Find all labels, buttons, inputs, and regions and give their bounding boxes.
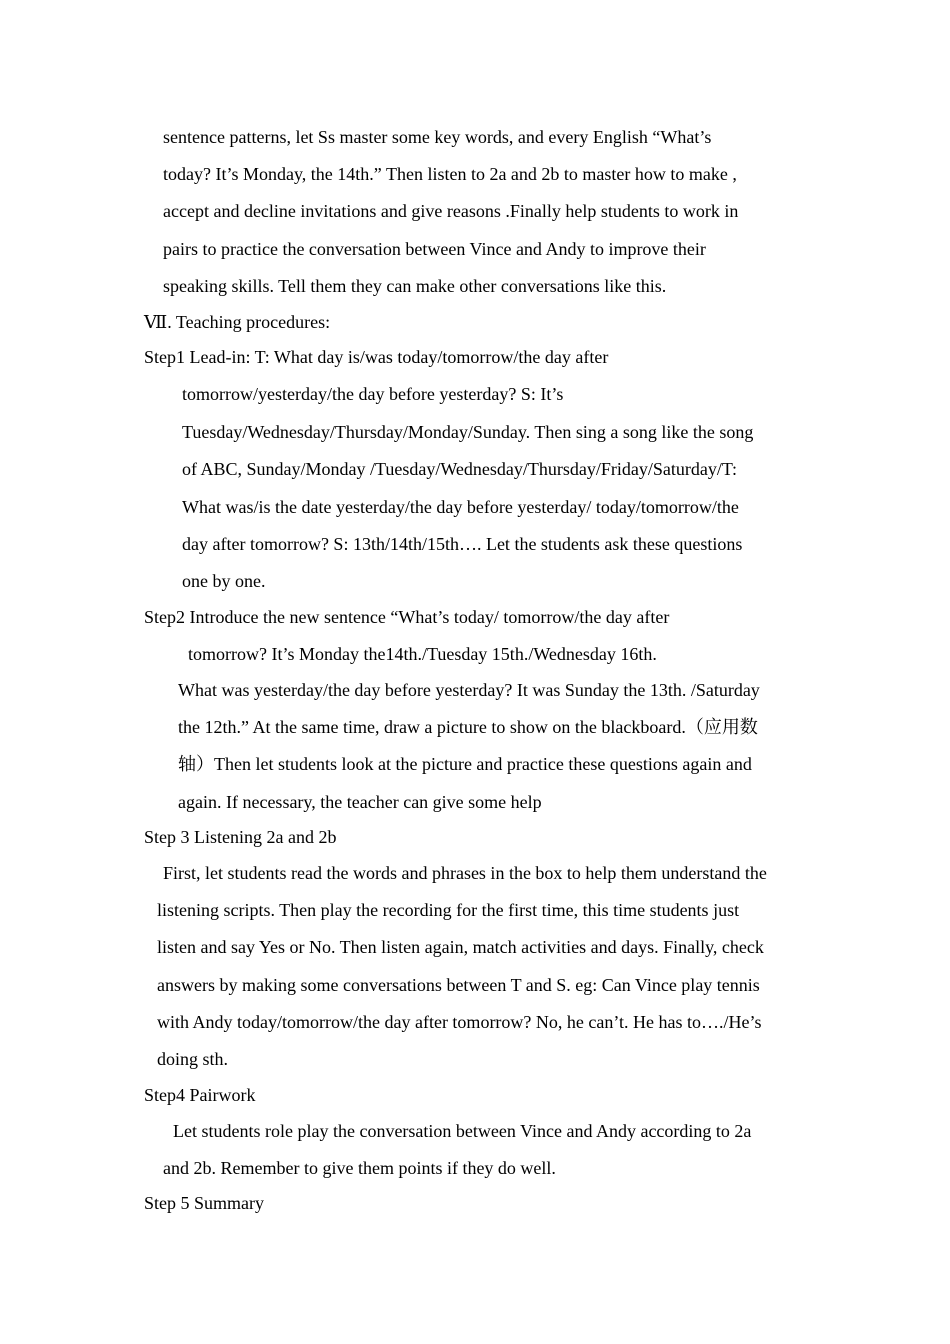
step2-line: tomorrow? It’s Monday the14th./Tuesday 15th./Wednesday 16th.	[188, 644, 657, 664]
step4-line: Let students role play the conversation between Vince and Andy according to 2a	[173, 1121, 752, 1141]
intro-line: pairs to practice the conversation between Vince and Andy to improve their	[163, 239, 706, 259]
step3-line: doing sth.	[157, 1049, 229, 1069]
step2-line: What was yesterday/the day before yesterday? It was Sunday the 13th. /Saturday	[178, 680, 760, 700]
step2-heading: Step2 Introduce the new sentence “What’s today/ tomorrow/the day after	[144, 607, 670, 627]
step4-line: and 2b. Remember to give them points if they do well.	[163, 1158, 556, 1178]
section-heading: Ⅶ. Teaching procedures:	[144, 312, 331, 332]
step1-line: tomorrow/yesterday/the day before yesterday? S: It’s	[182, 384, 564, 404]
step2-line: the 12th.” At the same time, draw a picture to show on the blackboard.（应用数	[178, 717, 758, 737]
step3-line: answers by making some conversations between T and S. eg: Can Vince play tennis	[157, 975, 760, 995]
step4-heading: Step4 Pairwork	[144, 1085, 256, 1105]
step1-line: of ABC, Sunday/Monday /Tuesday/Wednesday/Thursday/Friday/Saturday/T:	[182, 459, 737, 479]
step1-line: day after tomorrow? S: 13th/14th/15th…. Let the students ask these questions	[182, 534, 743, 554]
step1-heading: Step1 Lead-in: T: What day is/was today/tomorrow/the day after	[144, 347, 609, 367]
intro-line: sentence patterns, let Ss master some key words, and every English “What’s	[163, 127, 712, 147]
step3-heading: Step 3 Listening 2a and 2b	[144, 827, 337, 847]
intro-line: accept and decline invitations and give reasons .Finally help students to work in	[163, 201, 739, 221]
step2-line: 轴）Then let students look at the picture and practice these questions again and	[178, 754, 752, 774]
step1-line: What was/is the date yesterday/the day before yesterday/ today/tomorrow/the	[182, 497, 739, 517]
step1-line: Tuesday/Wednesday/Thursday/Monday/Sunday. Then sing a song like the song	[182, 422, 754, 442]
step5-heading: Step 5 Summary	[144, 1193, 264, 1213]
step1-line: one by one.	[182, 571, 266, 591]
step3-line: with Andy today/tomorrow/the day after tomorrow? No, he can’t. He has to…./He’s	[157, 1012, 762, 1032]
step3-line: listen and say Yes or No. Then listen again, match activities and days. Finally, check	[157, 937, 764, 957]
step3-line: First, let students read the words and phrases in the box to help them understand the	[163, 863, 767, 883]
intro-line: today? It’s Monday, the 14th.” Then listen to 2a and 2b to master how to make ,	[163, 164, 737, 184]
step2-line: again. If necessary, the teacher can give some help	[178, 792, 542, 812]
step3-line: listening scripts. Then play the recording for the first time, this time students just	[157, 900, 740, 920]
intro-line: speaking skills. Tell them they can make other conversations like this.	[163, 276, 667, 296]
